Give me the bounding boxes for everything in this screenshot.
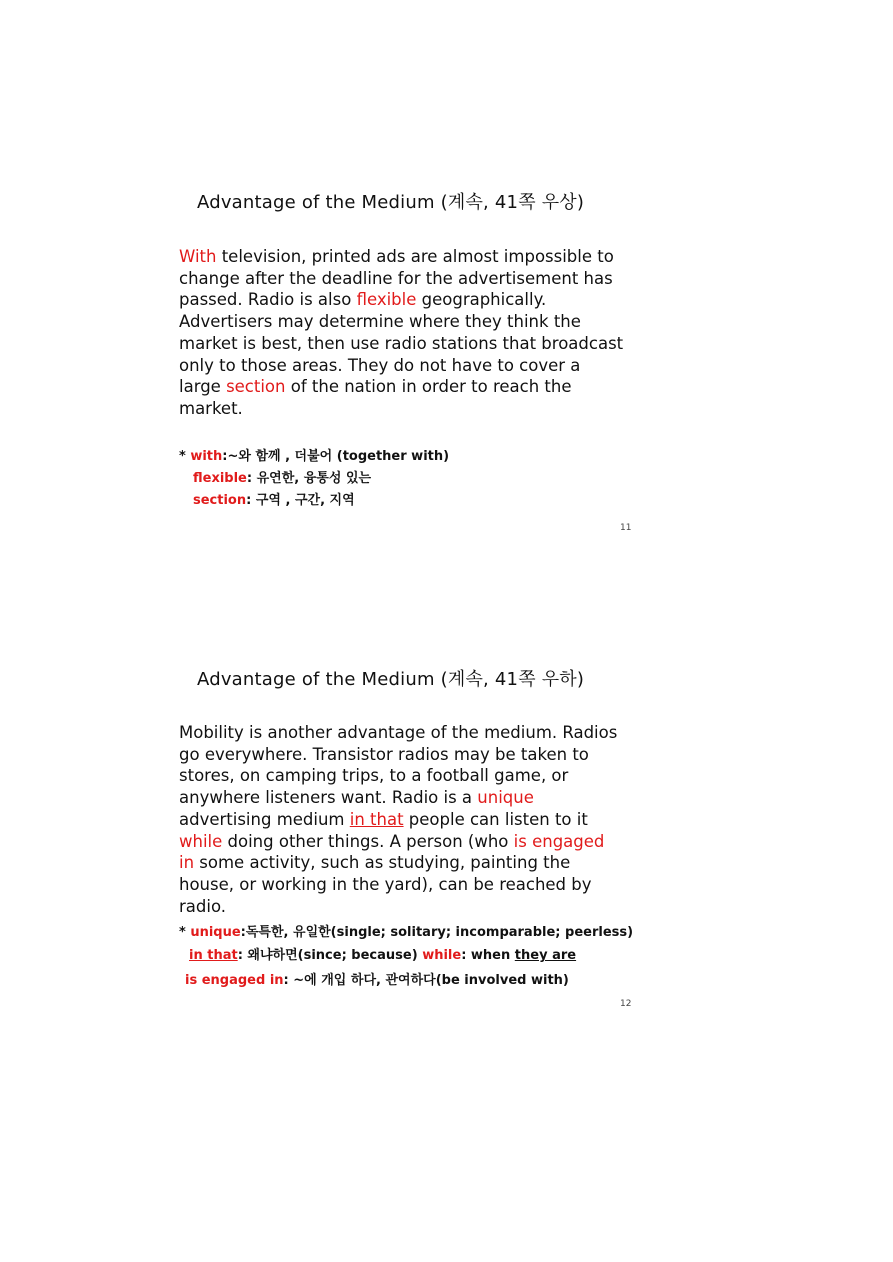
highlighted-term: is engaged in <box>185 973 284 988</box>
body-line <box>179 765 639 787</box>
page-number: 11 <box>620 523 632 533</box>
text-segment: they are <box>514 948 577 963</box>
body-line <box>179 268 639 290</box>
text-segment: anywhere listeners want. Radio is a <box>179 788 478 808</box>
text-segment: some activity, such as studying, painting the <box>194 853 571 873</box>
slide-title: Advantage of the Medium (계속, 41쪽 우하) <box>197 669 585 690</box>
highlighted-term: in that <box>349 809 404 829</box>
body-line <box>179 896 639 918</box>
text-segment: : 왜냐하면(since; because) <box>237 948 423 963</box>
text-segment: : when <box>461 948 515 963</box>
vocabulary-gloss-line-3 <box>193 489 355 508</box>
text-segment: stores, on camping trips, to a football game, or <box>179 766 569 786</box>
body-line <box>179 744 639 766</box>
text-segment: * <box>179 925 191 940</box>
highlighted-term: flexible <box>356 290 417 310</box>
text-segment: house, or working in the yard), can be reached by <box>179 874 592 894</box>
body-line <box>179 355 639 377</box>
body-line <box>179 831 639 853</box>
body-line <box>179 376 639 398</box>
text-segment: :독특한, 유일한(single; solitary; incomparable; peerless) <box>240 925 634 940</box>
slide-title: Advantage of the Medium (계속, 41쪽 우상) <box>197 192 585 213</box>
highlighted-term: while <box>179 831 223 851</box>
body-line <box>179 333 639 355</box>
slide-body <box>179 722 639 917</box>
text-segment: television, printed ads are almost impossible to <box>216 247 614 266</box>
vocabulary-gloss-line-2 <box>189 944 576 963</box>
body-line <box>179 311 639 333</box>
text-segment: market. <box>179 398 243 418</box>
body-line <box>179 874 639 896</box>
text-segment: geographically. <box>416 290 547 310</box>
text-segment: passed. Radio is also <box>179 290 357 310</box>
text-segment: : 구역 , 구간, 지역 <box>246 493 355 508</box>
page-number: 12 <box>620 999 632 1009</box>
body-line <box>179 246 639 268</box>
text-segment: doing other things. A person (who <box>222 831 514 851</box>
text-segment: radio. <box>179 896 227 916</box>
text-segment: go everywhere. Transistor radios may be taken to <box>179 744 589 764</box>
body-line <box>179 398 639 420</box>
text-segment: : ~에 개입 하다, 관여하다(be involved with) <box>283 973 569 988</box>
highlighted-term: flexible <box>193 471 247 486</box>
text-segment: of the nation in order to reach the <box>285 377 572 397</box>
text-segment: only to those areas. They do not have to cover a <box>179 355 581 375</box>
vocabulary-gloss-line-3 <box>185 969 569 988</box>
slide-body <box>179 246 639 420</box>
text-segment: people can listen to it <box>403 809 588 829</box>
highlighted-term: With <box>179 247 217 266</box>
vocabulary-gloss-line-1 <box>179 921 633 940</box>
highlighted-term: section <box>226 377 286 397</box>
text-segment: :~와 함께 , 더불어 (together with) <box>222 449 450 464</box>
highlighted-term: unique <box>190 925 241 940</box>
highlighted-term: is engaged <box>513 831 605 851</box>
text-segment: advertising medium <box>179 809 350 829</box>
text-segment: Advertisers may determine where they think the <box>179 312 581 332</box>
text-segment: change after the deadline for the advertisement has <box>179 268 613 288</box>
highlighted-term: unique <box>477 788 534 808</box>
highlighted-term: section <box>193 493 247 508</box>
vocabulary-gloss-line-1 <box>179 445 449 464</box>
highlighted-term: in <box>179 853 195 873</box>
highlighted-term: with <box>190 449 223 464</box>
body-line <box>179 809 639 831</box>
body-line <box>179 852 639 874</box>
body-line <box>179 787 639 809</box>
text-segment: * <box>179 449 191 464</box>
highlighted-term: in that <box>189 948 238 963</box>
text-segment: large <box>179 377 227 397</box>
body-line <box>179 289 639 311</box>
text-segment: Mobility is another advantage of the medium. Radios <box>179 723 618 742</box>
text-segment: : 유연한, 융통성 있는 <box>246 471 372 486</box>
highlighted-term: while <box>422 948 462 963</box>
text-segment: market is best, then use radio stations that broadcast <box>179 333 624 353</box>
body-line <box>179 722 639 744</box>
vocabulary-gloss-line-2 <box>193 467 371 486</box>
